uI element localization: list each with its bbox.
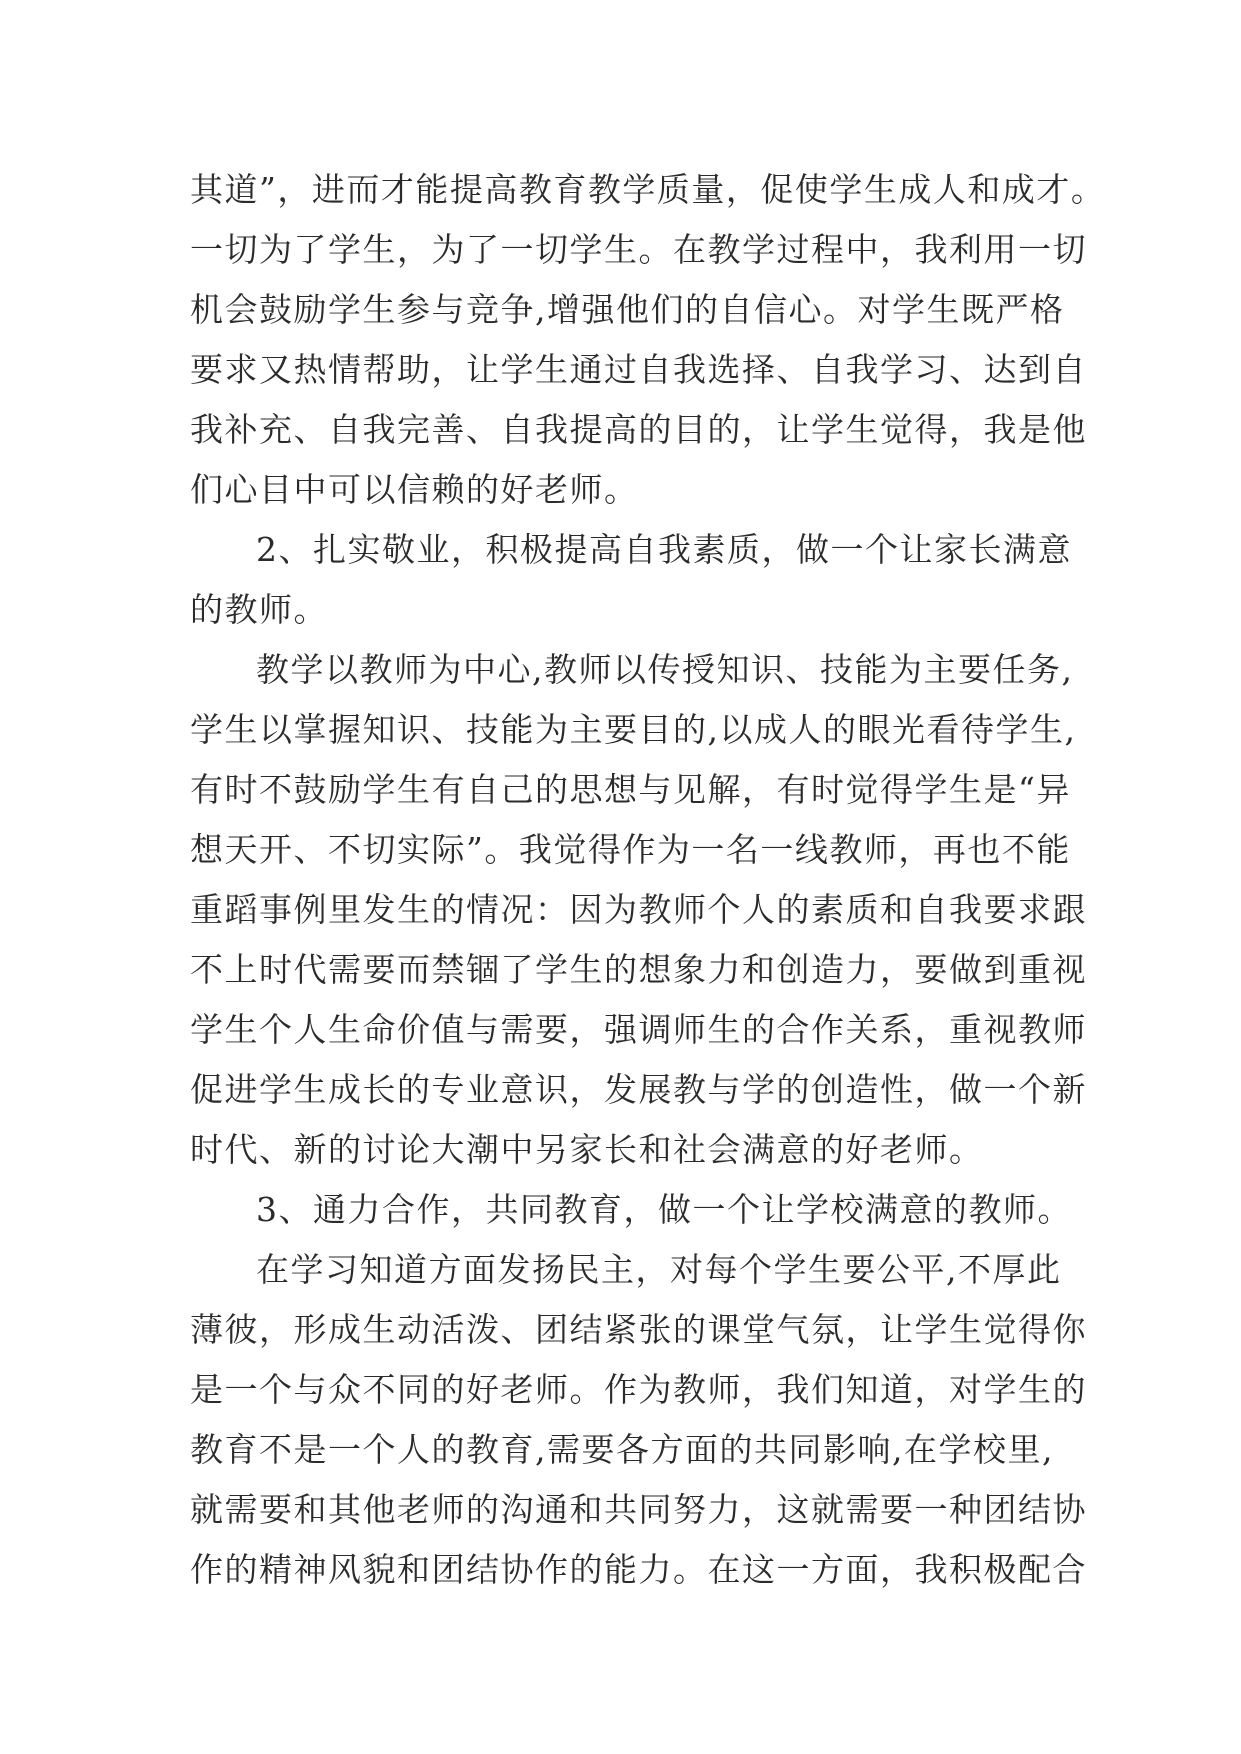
text-line: 有时不鼓励学生有自己的思想与见解，有时觉得学生是“异 (190, 770, 1071, 809)
text-line: 学生个人生命价值与需要，强调师生的合作关系，重视教师 (190, 1010, 1087, 1049)
text-line: 在学习知道方面发扬民主，对每个学生要公平,不厚此 (256, 1250, 1062, 1289)
text-line: 学生以掌握知识、技能为主要目的,以成人的眼光看待学生, (190, 710, 1077, 749)
text-line: 想天开、不切实际”。我觉得作为一名一线教师，再也不能 (190, 830, 1071, 869)
text-line: 重蹈事例里发生的情况：因为教师个人的素质和自我要求跟 (190, 890, 1087, 929)
text-line: 2、扎实敬业，积极提高自我素质，做一个让家长满意 (256, 530, 1072, 569)
text-line: 是一个与众不同的好老师。作为教师，我们知道，对学生的 (190, 1370, 1087, 1409)
text-line: 就需要和其他老师的沟通和共同努力，这就需要一种团结协 (190, 1490, 1087, 1529)
text-line: 薄彼，形成生动活泼、团结紧张的课堂气氛，让学生觉得你 (190, 1310, 1087, 1349)
text-line: 要求又热情帮助，让学生通过自我选择、自我学习、达到自 (190, 350, 1087, 389)
text-line: 我补充、自我完善、自我提高的目的，让学生觉得，我是他 (190, 410, 1087, 449)
body-text (190, 160, 1106, 1600)
text-line: 不上时代需要而禁锢了学生的想象力和创造力，要做到重视 (190, 950, 1087, 989)
text-line: 一切为了学生，为了一切学生。在教学过程中，我利用一切 (190, 230, 1087, 269)
text-line: 的教师。 (190, 590, 328, 629)
text-line: 教育不是一个人的教育,需要各方面的共同影响,在学校里, (190, 1430, 1054, 1469)
text-line: 们心目中可以信赖的好老师。 (190, 470, 639, 509)
text-line: 促进学生成长的专业意识，发展教与学的创造性，做一个新 (190, 1070, 1087, 1109)
text-line: 作的精神风貌和团结协作的能力。在这一方面，我积极配合 (190, 1550, 1087, 1589)
text-line: 教学以教师为中心,教师以传授知识、技能为主要任务, (256, 650, 1074, 689)
text-line: 3、通力合作，共同教育，做一个让学校满意的教师。 (256, 1190, 1072, 1229)
text-line: 其道”，进而才能提高教育教学质量，促使学生成人和成才。 (190, 170, 1106, 209)
text-line: 时代、新的讨论大潮中另家长和社会满意的好老师。 (190, 1130, 984, 1169)
text-line: 机会鼓励学生参与竞争,增强他们的自信心。对学生既严格 (190, 290, 1065, 329)
